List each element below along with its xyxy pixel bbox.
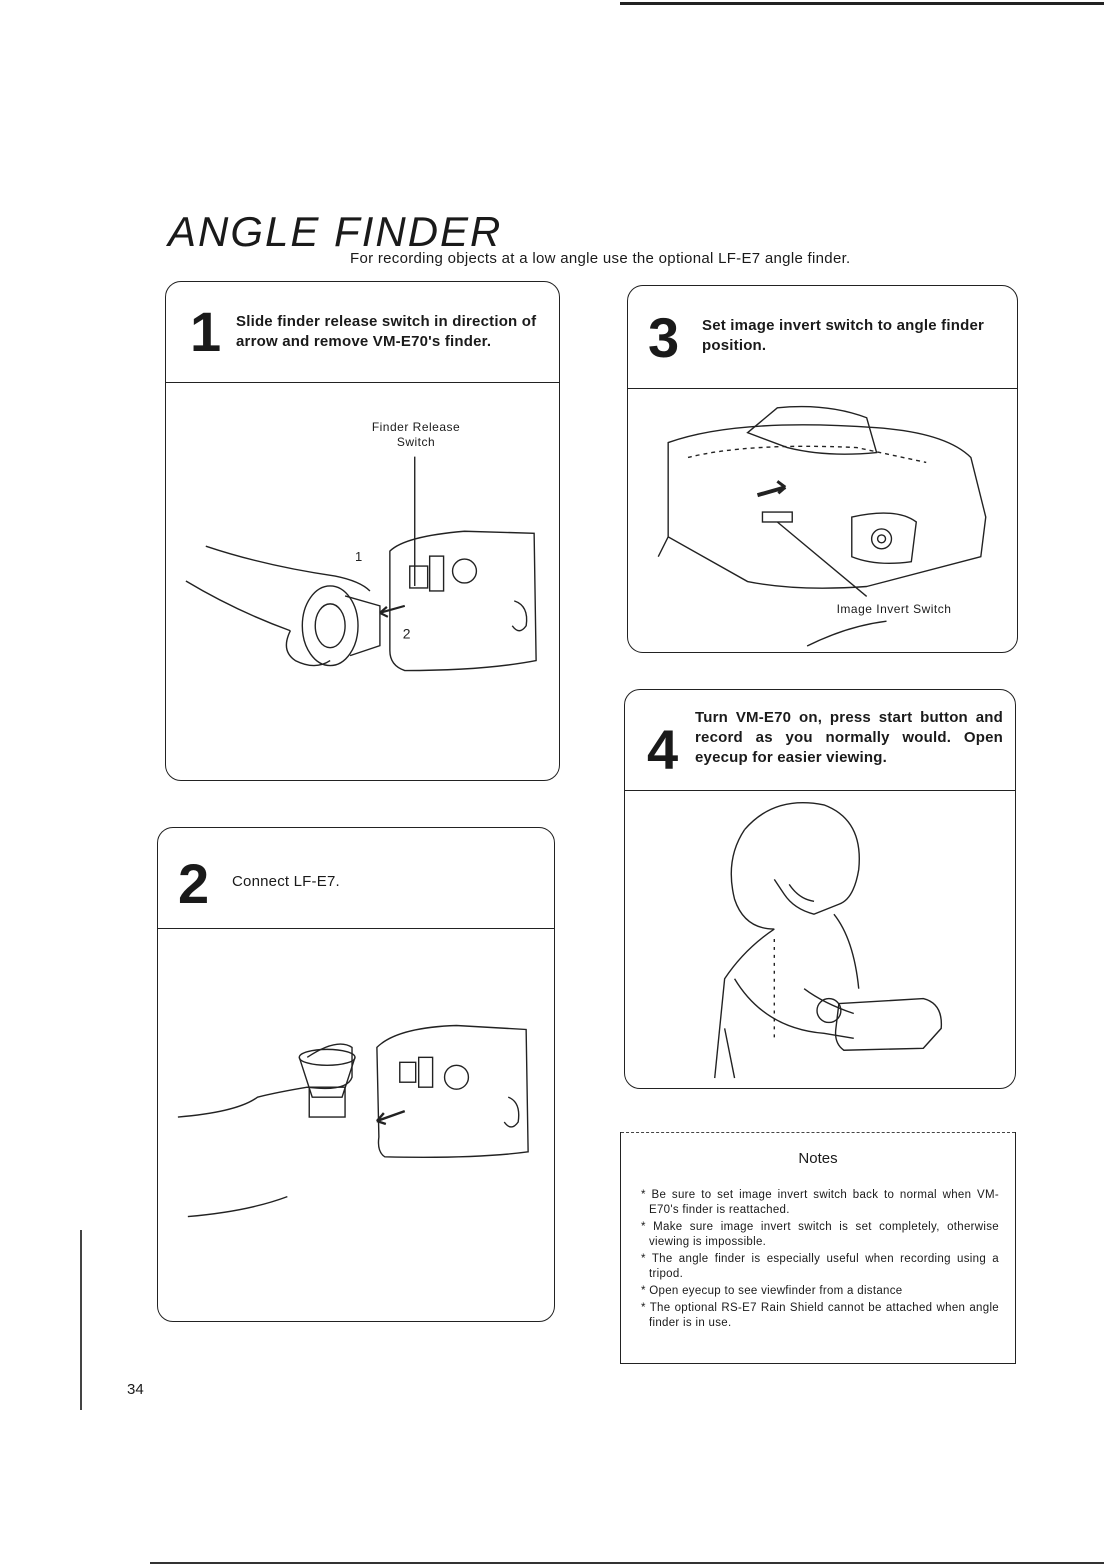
image-invert-switch-drawing: [628, 388, 1017, 652]
notes-list: [639, 1188, 999, 1333]
notes-heading: Notes: [798, 1150, 838, 1167]
finder-release-callout: Finder Release Switch: [371, 420, 461, 449]
step-4-illustration: [625, 790, 1015, 1088]
note-item: * Open eyecup to see viewfinder from a distance: [641, 1285, 903, 1297]
step-4-number: 4: [647, 718, 679, 781]
step-1-panel: [165, 281, 560, 781]
note-item: * Make sure image invert switch is set completely, otherwise viewing is impossible.: [641, 1221, 999, 1248]
step-2-panel: [157, 827, 555, 1322]
person-recording-drawing: [625, 790, 1015, 1088]
note-item: * Be sure to set image invert switch back to normal when VM-E70's finder is reattached.: [641, 1189, 999, 1216]
connect-angle-finder-drawing: [158, 928, 554, 1321]
camera-finder-removal-drawing: [166, 382, 559, 780]
margin-mark: [80, 1230, 82, 1410]
step-3-header: [628, 286, 1017, 389]
step-1-illustration: [166, 382, 559, 780]
step-2-illustration: [158, 928, 554, 1321]
notes-box: [620, 1132, 1016, 1364]
note-item: * The angle finder is especially useful when recording using a tripod.: [641, 1253, 999, 1280]
top-rule: [620, 2, 1104, 5]
intro-text: For recording objects at a low angle use the optional LF-E7 angle finder.: [350, 250, 851, 267]
step-1-mark-1: 1: [355, 549, 363, 565]
step-3-illustration: [628, 388, 1017, 652]
step-3-text: Set image invert switch to angle finder position.: [702, 317, 985, 354]
notes-top-border: [621, 1132, 1015, 1133]
image-invert-callout: Image Invert Switch: [836, 602, 952, 616]
step-4-header: [625, 690, 1015, 791]
step-2-text: Connect LF-E7.: [232, 873, 340, 890]
step-1-header: [166, 282, 559, 383]
page-number: 34: [127, 1381, 144, 1398]
bottom-rule: [150, 1562, 1104, 1564]
step-3-number: 3: [648, 306, 680, 369]
step-4-text: Turn VM-E70 on, press start button and record as you normally would. Open eyecup for easier viewing.: [695, 709, 1003, 766]
step-2-header: [158, 828, 554, 929]
step-1-number: 1: [190, 300, 222, 363]
step-1-mark-2: 2: [402, 625, 411, 642]
step-1-text: Slide finder release switch in direction of arrow and remove VM-E70's finder.: [236, 313, 537, 350]
step-4-panel: [624, 689, 1016, 1089]
step-2-number: 2: [178, 852, 210, 915]
note-item: * The optional RS-E7 Rain Shield cannot be attached when angle finder is in use.: [641, 1302, 999, 1329]
page-title: ANGLE FINDER: [168, 208, 503, 256]
step-3-panel: [627, 285, 1018, 653]
